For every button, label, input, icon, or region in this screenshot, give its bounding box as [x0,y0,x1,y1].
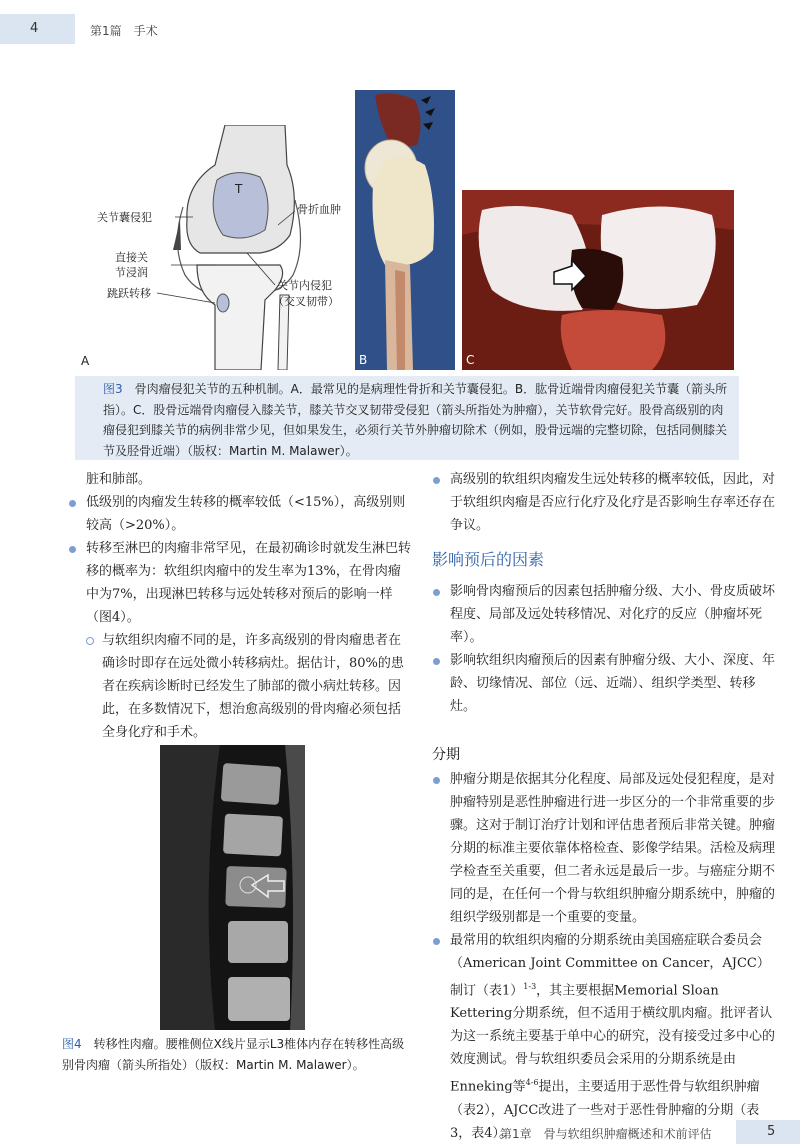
bullet-soft-tissue-high-grade: 高级别的软组织肉瘤发生远处转移的概率较低，因此，对于软组织肉瘤是否应行化疗及化疗是否影响生存率还存在争议。 [432,468,777,537]
paragraph-continuation: 脏和肺部。 [86,472,152,487]
citation-4-6: 4-6 [525,1078,539,1088]
figure4-xray [160,745,305,1030]
figure3-panel-a [75,125,350,370]
lumbar-spine-xray [160,745,305,1030]
figure4-label: 图4 [62,1037,82,1051]
bullet-staging-definition: 肿瘤分期是依据其分化程度、局部及远处侵犯程度，是对肿瘤特别是恶性肿瘤进行进一步区分的一个非常重要的步骤。这对于制订治疗计划和评估患者预后非常关键。肿瘤分期的标准主要依靠体格检查、影像学结果。活检及病理学检查至关重要，但二者永远是最后一步。与癌症分期不同的是，在任何一个骨与软组织肿瘤分期系统中，肿瘤的组织学级别都是一个重要的变量。 [432,768,777,929]
bullet-osteosarcoma-prognosis: 影响骨肉瘤预后的因素包括肿瘤分级、大小、骨皮质破坏程度、局部及远处转移情况、对化疗的反应（肿瘤坏死率）。 [432,580,777,649]
label-skip: 跳跃转移 [107,287,151,300]
figure3-label: 图3 [103,382,123,396]
page-number-left: 4 [0,14,75,44]
running-footer: 第1章 骨与软组织肿瘤概述和术前评估 [500,1127,712,1141]
ajcc-text-3: 提出，主要适用于恶性骨与软组织肿瘤（表2），AJCC改进了一些对于恶性骨肿瘤的分期（表3，表4）。 [450,1079,760,1141]
label-hematoma: 骨折血肿 [297,203,341,216]
figure4-caption [62,1034,412,1075]
figure3-caption [103,379,733,461]
page-number-right: 5 [736,1120,800,1144]
bullet-low-grade-metastasis: 低级别的肉瘤发生转移的概率较低（<15%），高级别则较高（>20%）。 [68,491,413,537]
bullet-ajcc-staging [432,929,777,1145]
tumor-marker: T [235,182,243,196]
panel-letter-b: B [359,353,368,367]
ajcc-text-2: ，其主要根据Memorial Sloan Kettering分期系统，但不适用于横纹肌肉瘤。批评者认为这一系统主要基于单中心的研究，没有接受过多中心的效度测试。骨与软组织委员会采用的分期系统是由Enneking等 [450,983,776,1095]
figure3-caption-text: 骨肉瘤侵犯关节的五种机制。A．最常见的是病理性骨折和关节囊侵犯。B．肱骨近端骨肉瘤侵犯关节囊（箭头所指）。C．股骨远端骨肉瘤侵入膝关节，膝关节交叉韧带受侵犯（箭头所指处为肿瘤），关节软骨完好。股骨高级别的肉瘤侵犯到膝关节的病例非常少见，但如果发生，必须行关节外肿瘤切除术（例如，股骨远端的完整切除，包括同侧膝关节及胫骨近端）（版权：Martin M. Malawer）。 [103,382,728,458]
label-intra-1: 关节内侵犯 [277,279,332,292]
figure3-caption-box [75,376,739,460]
figure3-panel-b [355,90,455,370]
knee-specimen-photo [462,190,734,370]
section-title-prognosis: 影响预后的因素 [432,550,545,569]
subsection-title-staging: 分期 [432,747,460,763]
figure3-panel-c [462,190,734,370]
bullet-lymph-metastasis: 转移至淋巴的肉瘤非常罕见，在最初确诊时就发生淋巴转移的概率为：软组织肉瘤中的发生率为13%，在骨肉瘤中为7%，出现淋巴转移与远处转移对预后的影响一样（图4）。 [68,537,413,629]
panel-letter-c: C [466,353,475,367]
citation-1-3: 1-3 [523,982,537,991]
label-direct-2: 节浸润 [115,266,148,279]
bullet-soft-tissue-prognosis: 影响软组织肉瘤预后的因素有肿瘤分级、大小、深度、年龄、切缘情况、部位（远、近端）、组织学类型、转移灶。 [432,649,777,718]
label-intra-2: （交叉韧带） [273,295,339,308]
subbullet-osteosarcoma-micrometastasis: 与软组织肉瘤不同的是，许多高级别的骨肉瘤患者在确诊时即存在远处微小转移病灶。据估计，80%的患者在疾病诊断时已经发生了肺部的微小病灶转移。因此，在多数情况下，想治愈高级别的骨肉瘤必须包括全身化疗和手术。 [68,629,413,744]
right-column [432,468,777,1145]
left-column [68,468,413,744]
panel-letter-a: A [81,354,90,368]
ajcc-text-1: 最常用的软组织肉瘤的分期系统由美国癌症联合委员会（American Joint Committee on Cancer，AJCC）制订（表1） [450,933,770,999]
humerus-specimen-photo [355,90,455,370]
figure4-caption-text: 转移性肉瘤。腰椎侧位X线片显示L3椎体内存在转移性高级别骨肉瘤（箭头所指处）（版权：Martin M. Malawer）。 [62,1037,405,1072]
label-capsule: 关节囊侵犯 [97,211,152,224]
running-header: 第1篇 手术 [90,24,158,38]
knee-joint-diagram [75,125,350,370]
label-direct-1: 直接关 [115,251,148,264]
